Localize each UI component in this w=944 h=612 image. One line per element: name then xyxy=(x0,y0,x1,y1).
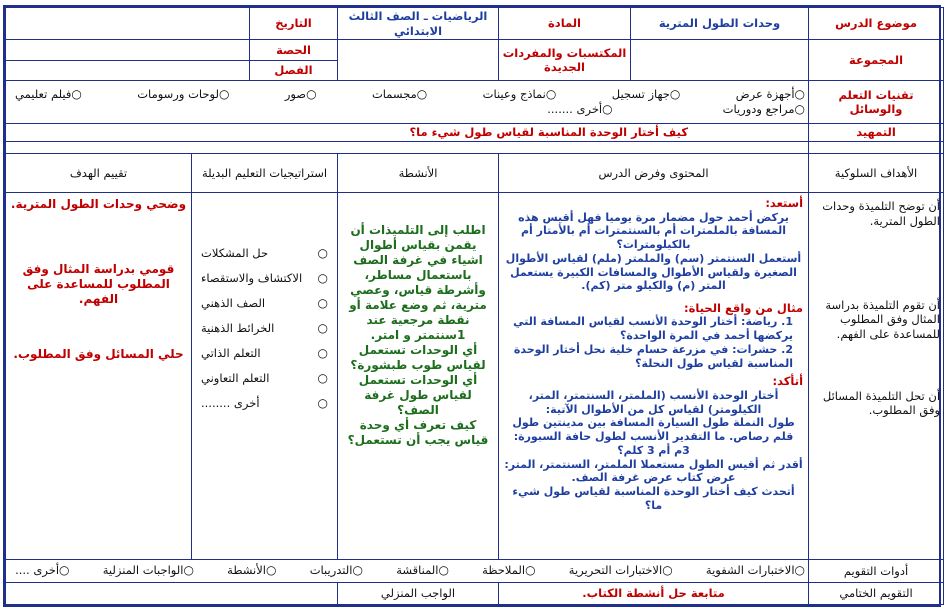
objectives-cell xyxy=(809,193,944,560)
period-label: الحصة xyxy=(250,40,338,60)
circle-icon: ○ xyxy=(317,371,328,386)
circle-icon: ○ xyxy=(794,102,806,116)
circle-icon: ○ xyxy=(317,271,328,286)
class-label: الفصل xyxy=(250,60,338,80)
assessment-option[interactable]: ○الاختبارات الشفوية xyxy=(705,563,806,578)
circle-icon: ○ xyxy=(218,87,230,101)
circle-icon: ○ xyxy=(602,102,613,116)
circle-icon: ○ xyxy=(794,563,806,578)
period-value[interactable] xyxy=(6,40,250,60)
strategy-item[interactable]: ○ التعلم التعاوني xyxy=(201,371,328,386)
circle-icon: ○ xyxy=(265,563,277,578)
lesson-topic-label: موضوع الدرس xyxy=(809,8,944,40)
confirm-item-1: أختار الوحدة الأنسب (الملمتر، السنتمتر، المتر، الكيلومتر) لقياس كل من الأطوال الآتية: xyxy=(528,388,779,416)
strategy-item[interactable]: ○ الخرائط الذهنية xyxy=(201,321,328,336)
assessment-option[interactable]: ○الواجبات المنزلية xyxy=(102,563,194,578)
date-value[interactable] xyxy=(6,8,250,40)
lesson-topic: وحدات الطول المترية xyxy=(631,8,809,40)
confirm-item-2: طول النملة طول السيارة المسافة بين مدينتين طول قلم رصاص. ما التقدير الأنسب لطول حافة السبورة: 3م أم 3 كلم؟ xyxy=(512,416,795,457)
evaluation-item: وضحي وحدات الطول المترية. xyxy=(10,197,187,212)
tech-option[interactable]: ○مراجع ودوريات xyxy=(722,102,806,116)
intro-label: التمهيد xyxy=(809,123,944,141)
circle-icon: ○ xyxy=(416,87,428,101)
life-item-2: 2. حشرات: في مزرعة حسام خلية نحل أختار الوحدة المناسبة لقياس طول النحلة؟ xyxy=(513,342,794,370)
assessment-option[interactable]: ○أخرى .... xyxy=(15,563,70,578)
assessment-option[interactable]: ○الاختبارات التحريرية xyxy=(568,563,673,578)
tech-option[interactable]: ○مجسمات xyxy=(371,87,428,101)
evaluation-item: حلي المسائل وفق المطلوب. xyxy=(13,347,184,362)
objective-item: أن تقوم التلميذة بدراسة المثال وفق المطلوب للمساعدة على الفهم. xyxy=(825,297,941,341)
strategy-item[interactable]: ○ الصف الذهني xyxy=(201,296,328,311)
circle-icon: ○ xyxy=(317,296,328,311)
circle-icon: ○ xyxy=(662,563,673,578)
evaluation-header: تقييم الهدف xyxy=(6,154,192,193)
objective-item: أن تحل التلميذة المسائل وفق المطلوب. xyxy=(822,389,941,418)
assessment-label: أدوات التقويم xyxy=(809,560,944,582)
strategy-item[interactable]: ○ حل المشكلات xyxy=(201,246,328,261)
subject-label: المادة xyxy=(499,8,631,40)
content-cell xyxy=(499,193,809,560)
assessment-option[interactable]: ○الأنشطة xyxy=(227,563,277,578)
strategy-item[interactable]: ○ التعلم الذاتي xyxy=(201,346,328,361)
group-label: المجموعة xyxy=(809,40,944,81)
objectives-header: الأهداف السلوكية xyxy=(809,154,944,193)
strategies-cell xyxy=(192,193,338,560)
tech-options xyxy=(6,81,809,124)
intro-text: كيف أختار الوحدة المناسبة لقياس طول شيء ما؟ xyxy=(6,123,809,141)
vocab-label: المكتسبات والمفردات الجديدة xyxy=(499,40,631,81)
tech-row-1 xyxy=(9,87,805,102)
subject: الرياضيات ـ الصف الثالث الابتدائي xyxy=(338,8,499,40)
assessment-options xyxy=(9,563,805,578)
circle-icon: ○ xyxy=(317,321,328,336)
confirm-item-3: أقدر ثم أقيس الطول مستعملا الملمتر، السنتمتر، المتر: عرض كتاب عرض غرفة الصف. xyxy=(504,457,803,485)
content-header: المحتوى وفرض الدرس xyxy=(499,154,809,193)
ready-text: يركض أحمد حول مضمار مرة يوميا فهل أقيس هذه المسافة بالملمترات أم بالسنتمترات أم بالأمتار أم بالكيلومترات؟ xyxy=(518,210,789,252)
tech-row-2 xyxy=(9,102,805,117)
tech-option[interactable]: ○أجهزة عرض xyxy=(735,87,806,101)
final-text: متابعة حل أنشطة الكتاب. xyxy=(499,582,809,604)
tech-option[interactable]: ○نماذج وعينات xyxy=(482,87,557,101)
assessment-option[interactable]: ○المناقشة xyxy=(396,563,449,578)
circle-icon: ○ xyxy=(438,563,449,578)
assessment-option[interactable]: ○التدريبات xyxy=(309,563,363,578)
strategy-item[interactable]: ○ أخرى ........ xyxy=(201,396,328,411)
homework-label: الواجب المنزلي xyxy=(338,582,499,604)
activity-text: أي الوحدات تستعمل لقياس طوب طبشورة؟ xyxy=(350,343,486,373)
confirm-item-4: أتحدث كيف أختار الوحدة المناسبة لقياس طول شيء ما؟ xyxy=(512,485,795,512)
life-item-1: 1. رياضة: أختار الوحدة الأنسب لقياس المسافة التي يركضها أحمد في المرة الواحدة؟ xyxy=(513,315,794,343)
circle-icon: ○ xyxy=(669,87,681,101)
tech-option[interactable]: ○أخرى ....... xyxy=(547,102,613,116)
tech-option[interactable]: ○صور xyxy=(284,87,317,101)
assessment-option[interactable]: ○الملاحظة xyxy=(482,563,536,578)
strategy-item[interactable]: ○ الاكتشاف والاستقصاء xyxy=(201,271,328,286)
evaluation-item: قومي بدراسة المثال وفق المطلوب للمساعدة على الفهم. xyxy=(22,262,175,307)
spacer-cell xyxy=(809,142,944,154)
confirm-label: أتأكد: xyxy=(772,374,804,389)
circle-icon: ○ xyxy=(545,87,557,101)
evaluation-cell xyxy=(6,193,192,560)
ready-text-2: أستعمل السنتمتر (سم) والملمتر (ملم) لقياس الأطوال الصغيرة ولقياس الأطوال والمسافات الكبيرة يستعمل المتر (م) والكيلو متر (كم). xyxy=(505,251,802,293)
lesson-plan xyxy=(3,5,941,607)
circle-icon: ○ xyxy=(525,563,536,578)
circle-icon: ○ xyxy=(71,87,82,101)
group-value[interactable] xyxy=(631,40,809,81)
objective-item: أن توضح التلميذة وحدات الطول المترية. xyxy=(822,199,941,228)
tech-label: تقنيات التعلم والوسائل xyxy=(809,81,944,124)
circle-icon: ○ xyxy=(59,563,70,578)
activities-header: الأنشطة xyxy=(338,154,499,193)
date-label: التاريخ xyxy=(250,8,338,40)
spacer-cell xyxy=(6,142,809,154)
tech-option[interactable]: ○فيلم تعليمي xyxy=(15,87,82,101)
ready-label: أستعد: xyxy=(765,196,804,211)
homework-value[interactable] xyxy=(6,582,338,604)
class-value[interactable] xyxy=(6,60,250,80)
tech-option[interactable]: ○جهاز تسجيل xyxy=(611,87,681,101)
circle-icon: ○ xyxy=(306,87,317,101)
circle-icon: ○ xyxy=(317,396,328,411)
activity-text: كيف تعرف أي وحدة قياس يجب أن تستعمل؟ xyxy=(347,418,489,448)
circle-icon: ○ xyxy=(183,563,194,578)
lesson-plan-table xyxy=(5,7,944,605)
activity-text: أي الوحدات تستعمل لقياس طول غرفة الصف؟ xyxy=(358,373,478,418)
circle-icon: ○ xyxy=(352,563,363,578)
circle-icon: ○ xyxy=(317,246,328,261)
activity-text: اطلب إلى التلميذات أن يقمن بقياس أطوال اشياء في غرفة الصف باستعمال مساطر، وأشرطة قياس، وعصي مترية، ثم وضع علامة أو نقطة مرجعية عند 1سنتمتر و امتر. xyxy=(349,223,487,343)
final-label: التقويم الختامي xyxy=(809,582,944,604)
strategies-header: استراتيجيات التعليم البديلة xyxy=(192,154,338,193)
vocab-value[interactable] xyxy=(338,40,499,81)
activities-cell xyxy=(338,193,499,560)
circle-icon: ○ xyxy=(794,87,806,101)
tech-option[interactable]: ○لوحات ورسومات xyxy=(137,87,230,101)
assessment-tools xyxy=(6,560,809,582)
strategies-list xyxy=(195,241,334,416)
circle-icon: ○ xyxy=(317,346,328,361)
life-label: مثال من واقع الحياة: xyxy=(684,301,804,316)
